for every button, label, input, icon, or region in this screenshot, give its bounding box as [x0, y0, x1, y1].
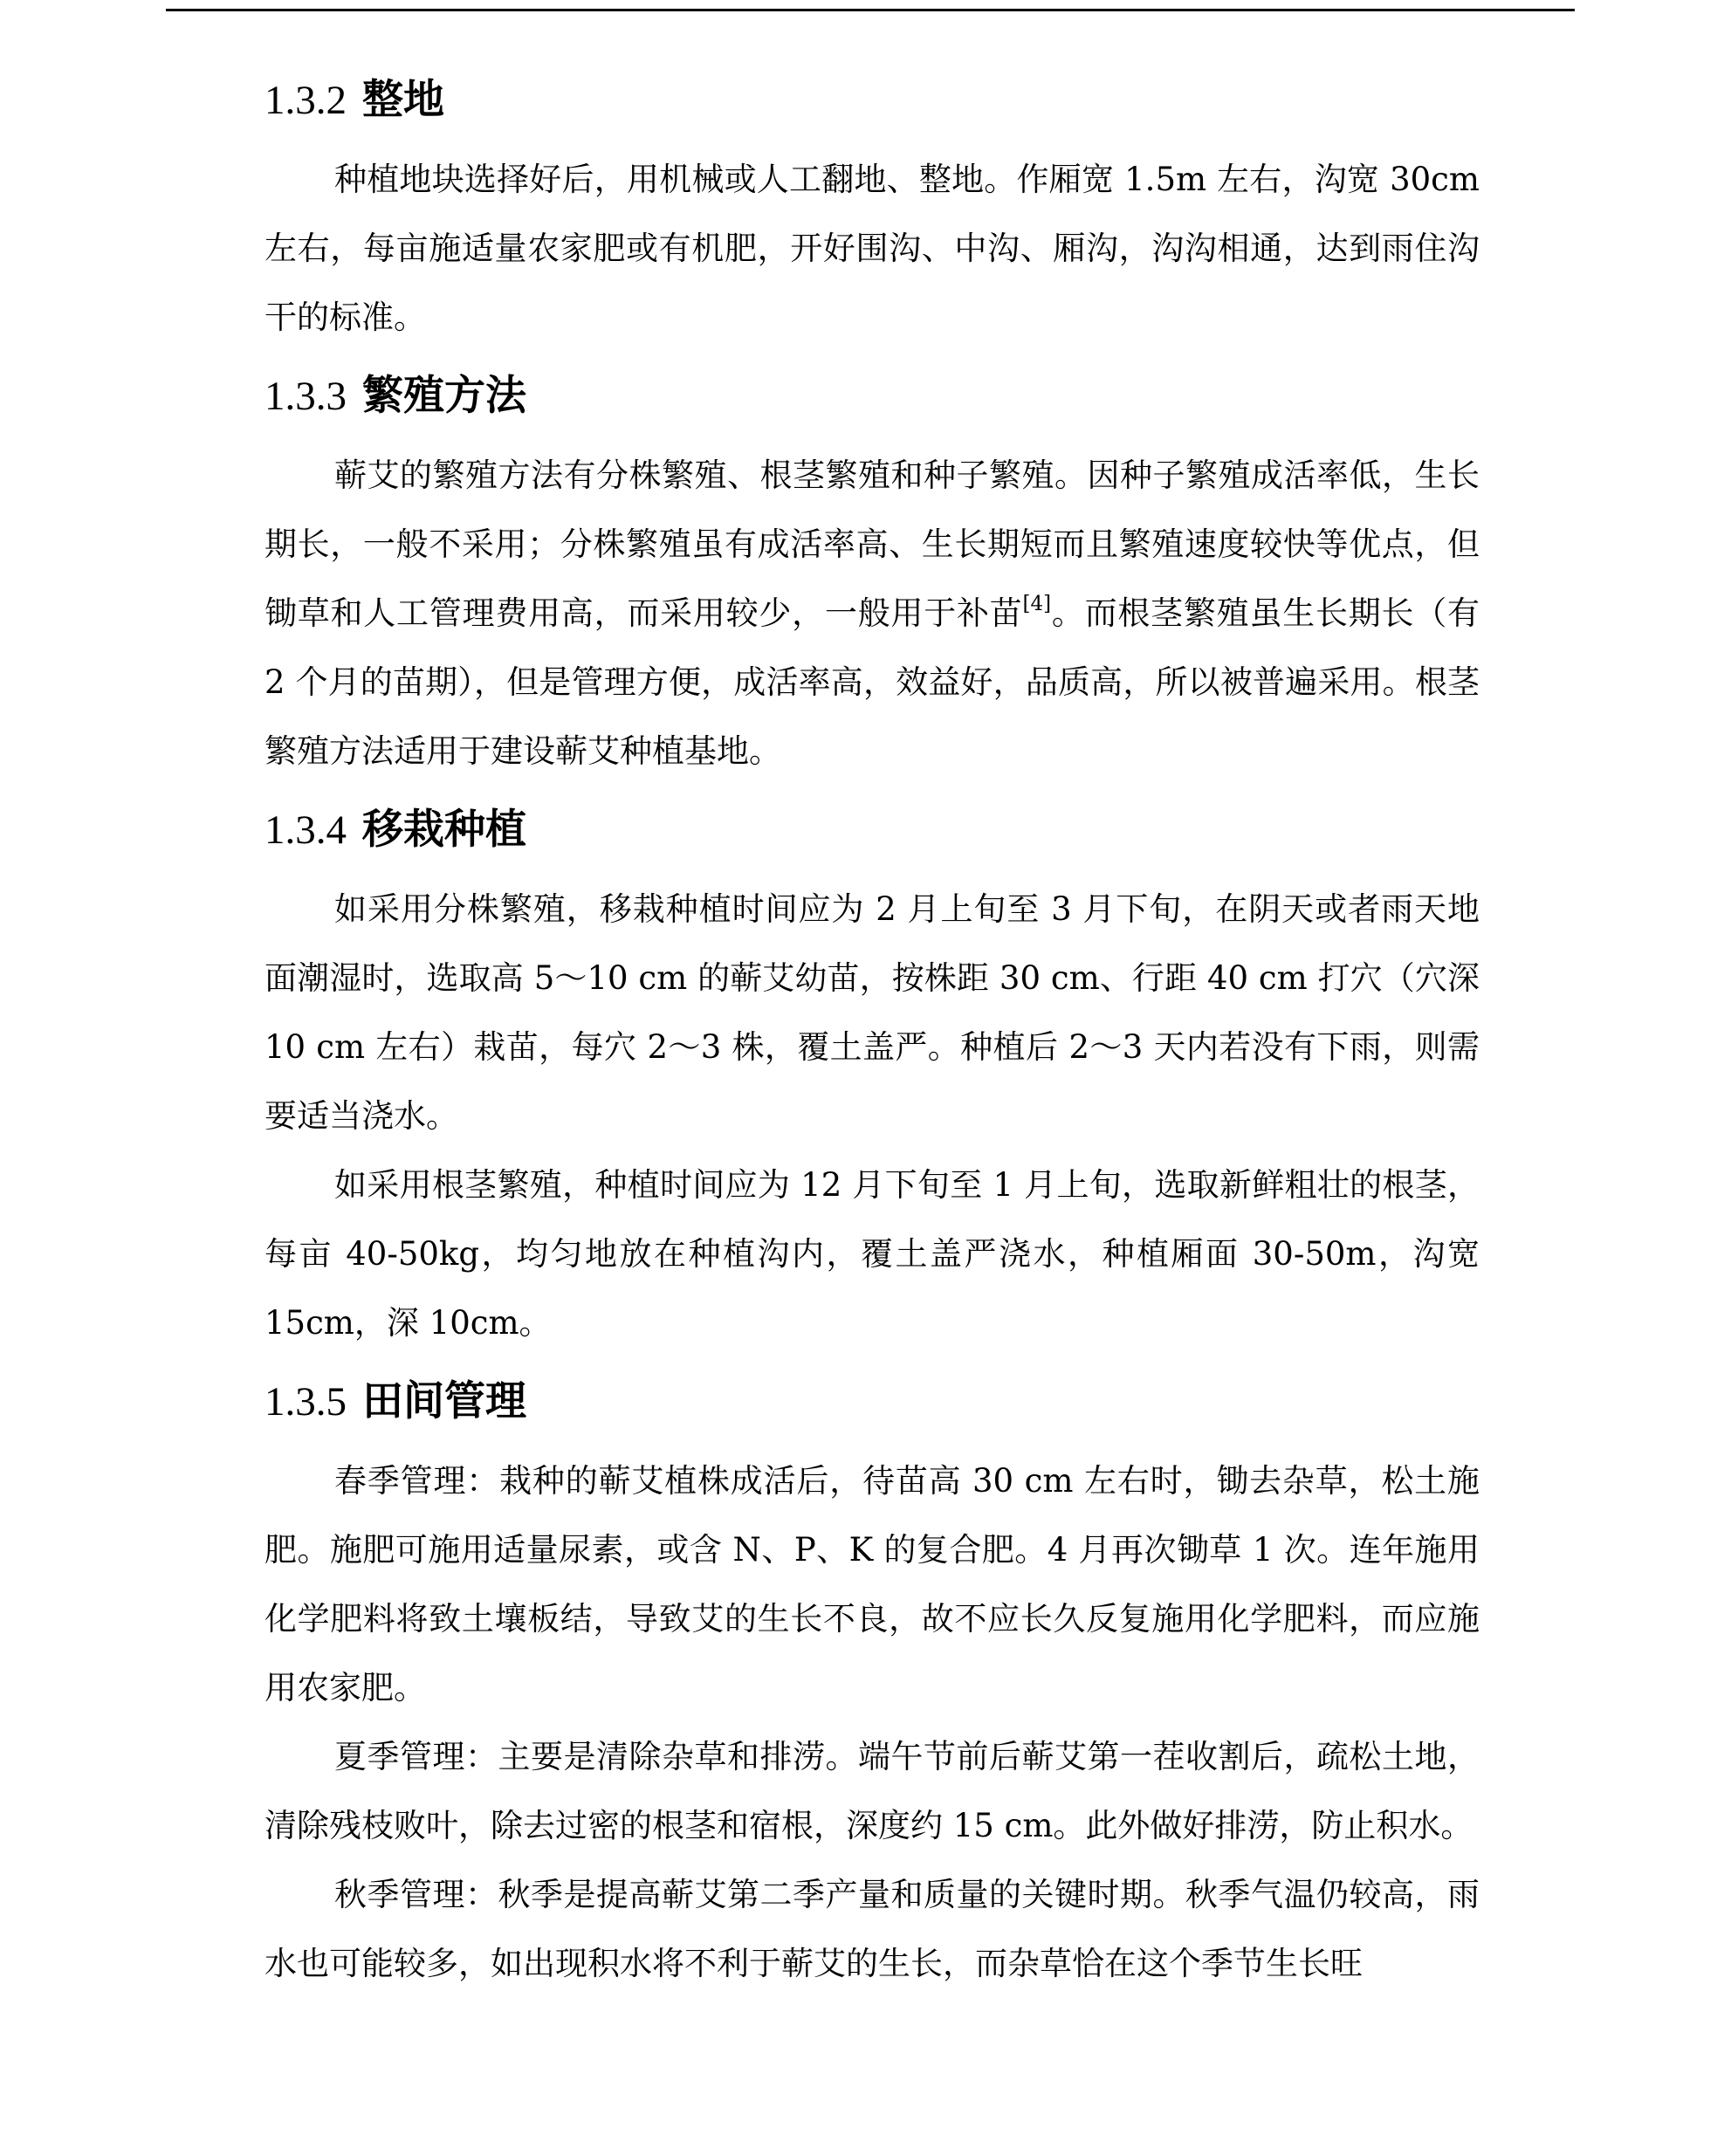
section-number: 1.3.5	[264, 1379, 347, 1425]
paragraph: 如采用分株繁殖，移栽种植时间应为 2 月上旬至 3 月下旬，在阴天或者雨天地面潮湿时，选取高 5～10 cm 的蕲艾幼苗，按株距 30 cm、行距 40 cm 打穴（穴深 10 cm 左右）栽苗，每穴 2～3 株，覆土盖严。种植后 2～3 天内若没有下雨，则需要适当浇水。	[264, 890, 1480, 1135]
paragraph	[264, 441, 1480, 786]
paragraph: 如采用根茎繁殖，种植时间应为 12 月下旬至 1 月上旬，选取新鲜粗壮的根茎，每亩 40-50kg，均匀地放在种植沟内，覆土盖严浇水，种植厢面 30-50m，沟宽 15cm，深 10cm。	[264, 1166, 1480, 1342]
citation-ref: [4]	[1022, 593, 1052, 615]
paragraph: 夏季管理：主要是清除杂草和排涝。端午节前后蕲艾第一茬收割后，疏松土地，清除残枝败叶，除去过密的根茎和宿根，深度约 15 cm。此外做好排涝，防止积水。	[264, 1738, 1480, 1844]
paragraph: 春季管理：栽种的蕲艾植株成活后，待苗高 30 cm 左右时，锄去杂草，松土施肥。施肥可施用适量尿素，或含 N、P、K 的复合肥。4 月再次锄草 1 次。连年施用化学肥料将致土壤板结，导致艾的生长不良，故不应长久反复施用化学肥料，而应施用农家肥。	[264, 1462, 1480, 1706]
header-rule	[166, 9, 1575, 11]
paragraph-text: 蕲艾的繁殖方法有分株繁殖、根茎繁殖和种子繁殖。因种子繁殖成活率低，生长期长，一般不采用；分株繁殖虽有成活率高、生长期短而且繁殖速度较快等优点，但锄草和人工管理费用高，而采用较少，一般用于补苗	[264, 457, 1480, 632]
document-body	[264, 70, 1480, 1998]
section-heading-1-3-4	[264, 800, 1480, 861]
section-heading-1-3-5	[264, 1371, 1480, 1432]
section-title: 田间管理	[362, 1377, 526, 1425]
section-number: 1.3.3	[264, 374, 347, 419]
paragraph: 种植地块选择好后，用机械或人工翻地、整地。作厢宽 1.5m 左右，沟宽 30cm 左右，每亩施适量农家肥或有机肥，开好围沟、中沟、厢沟，沟沟相通，达到雨住沟干的标准。	[264, 161, 1480, 336]
section-number: 1.3.2	[264, 78, 347, 123]
section-heading-1-3-3	[264, 366, 1480, 427]
section-title: 移栽种植	[362, 806, 526, 854]
section-number: 1.3.4	[264, 807, 347, 853]
section-title: 繁殖方法	[362, 372, 526, 420]
section-title: 整地	[362, 76, 444, 124]
section-heading-1-3-2	[264, 70, 1480, 131]
paragraph-text: 。而根茎繁殖虽生长期长（有 2 个月的苗期），但是管理方便，成活率高，效益好，品质高，所以被普遍采用。根茎繁殖方法适用于建设蕲艾种植基地。	[264, 594, 1480, 770]
paragraph: 秋季管理：秋季是提高蕲艾第二季产量和质量的关键时期。秋季气温仍较高，雨水也可能较多，如出现积水将不利于蕲艾的生长，而杂草恰在这个季节生长旺	[264, 1876, 1480, 1982]
